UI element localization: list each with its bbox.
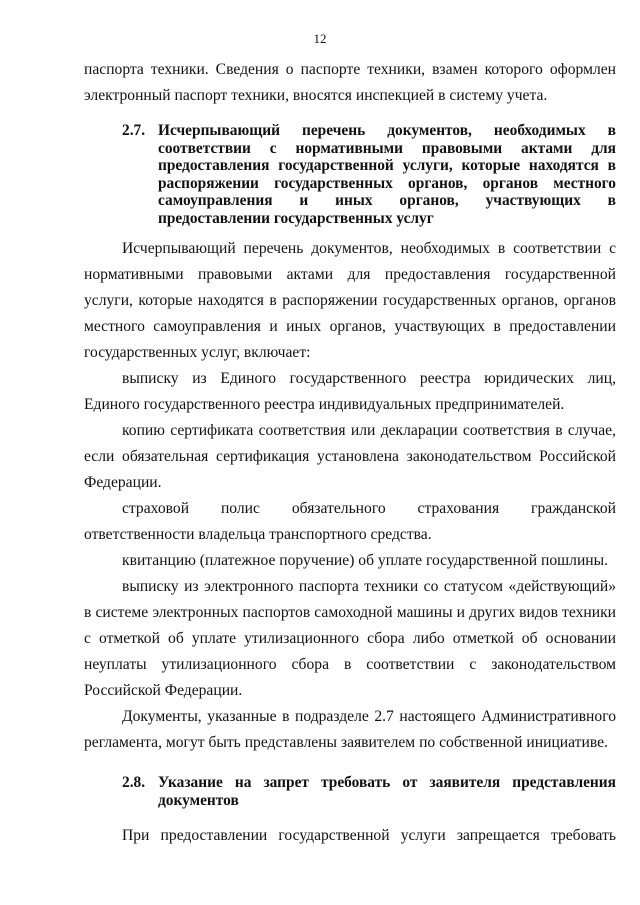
section-heading-2-7 (122, 122, 616, 228)
section-body-2-7 (84, 236, 616, 756)
section-number-2-8: 2.8. (122, 774, 146, 791)
section-heading-2-8 (122, 774, 616, 809)
section-body-2-8 (84, 823, 616, 849)
top-paragraph-line-2: электронный паспорт техники, вносятся инспекцией в систему учета. (84, 87, 548, 104)
section-title-2-7: Исчерпывающий перечень документов, необходимых в соответствии с нормативными правовыми актами для предоставления государственной услуги, которые находятся в распоряжении государственных органов, органов местного самоуправления и иных органов, участвующих в предоставлении государственных услуг (158, 122, 616, 227)
intro-paragraph: Исчерпывающий перечень документов, необходимых в соответствии с нормативными правовыми актами для предоставления государственной услуги, которые находятся в распоряжении государственных органов, органов местного самоуправления и иных органов, участвующих в предоставлении государственных услуг, включает: (84, 240, 616, 361)
top-paragraph (84, 57, 616, 109)
page-number: 12 (313, 31, 327, 46)
list-item-5: выписку из электронного паспорта техники со статусом «действующий» в системе электронных паспортов самоходной машины и других видов техники с отметкой об уплате утилизационного сбора либо отметкой об основании неуплаты утилизационного сбора в соответствии с законодательством Российской Федерации. (84, 578, 616, 699)
list-item-4: квитанцию (платежное поручение) об уплате государственной пошлины. (122, 552, 609, 569)
list-item-3: страховой полис обязательного страхования гражданской ответственности владельца транспортного средства. (84, 500, 616, 543)
section-number-2-7: 2.7. (122, 122, 146, 139)
list-item-2: копию сертификата соответствия или декларации соответствия в случае, если обязательная сертификация установлена законодательством Российской Федерации. (84, 422, 616, 491)
last-line: При предоставлении государственной услуги запрещается требовать (122, 827, 616, 844)
top-paragraph-line-1: паспорта техники. Сведения о паспорте техники, взамен которого оформлен (84, 61, 616, 78)
closing-paragraph: Документы, указанные в подразделе 2.7 настоящего Административного регламента, могут быть представлены заявителем по собственной инициативе. (84, 708, 616, 751)
section-title-2-8: Указание на запрет требовать от заявителя представления документов (158, 774, 616, 809)
list-item-1: выписку из Единого государственного реестра юридических лиц, Единого государственного реестра индивидуальных предпринимателей. (84, 370, 616, 413)
